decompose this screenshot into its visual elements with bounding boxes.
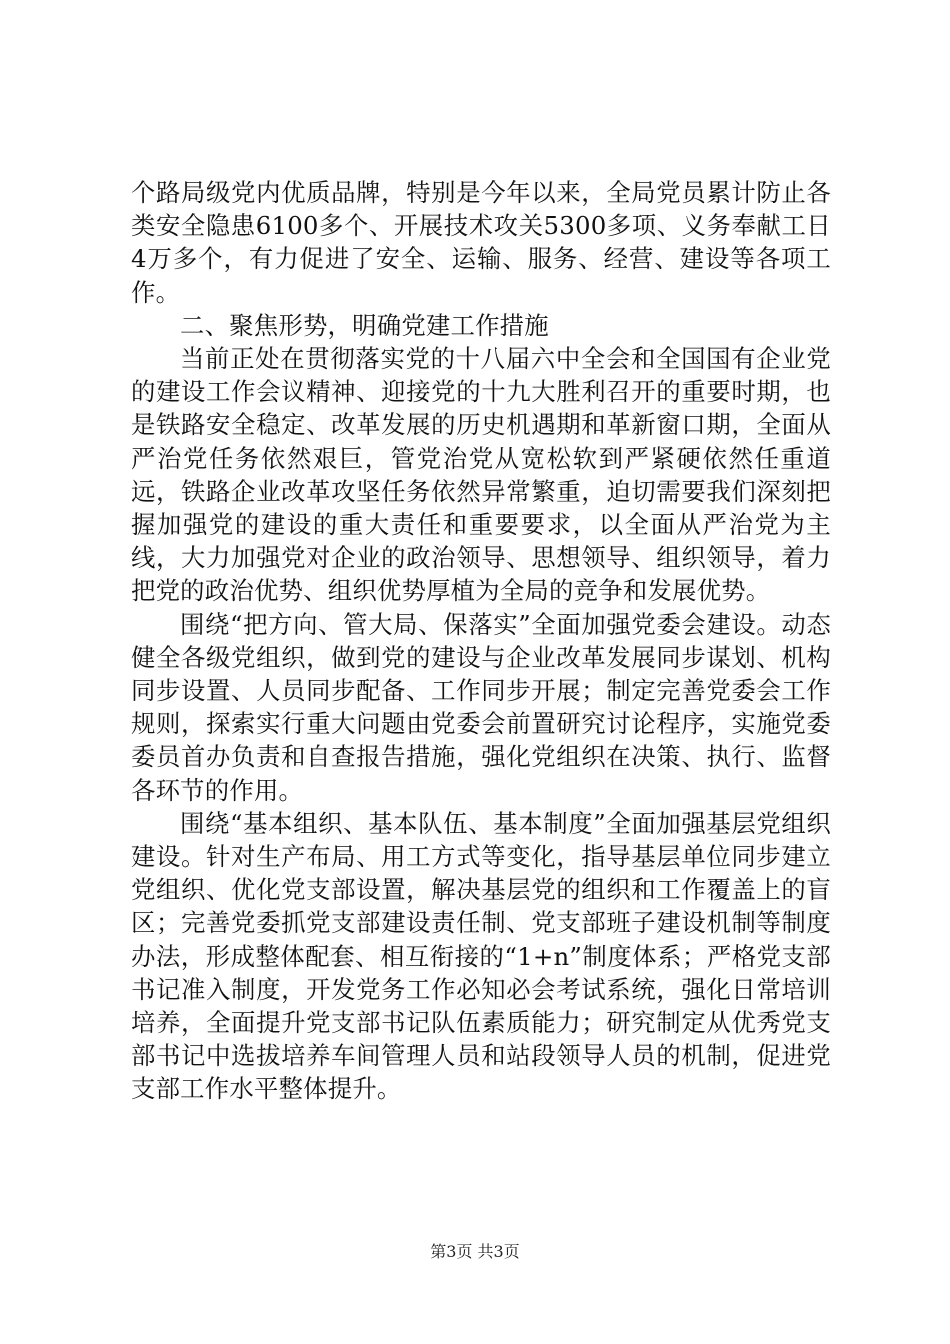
- paragraph-situation: 当前正处在贯彻落实党的十八届六中全会和全国国有企业党的建设工作会议精神、迎接党的十九大胜利召开的重要时期，也是铁路安全稳定、改革发展的历史机遇期和革新窗口期，全面从严治党任务依然艰巨，管党治党从宽松软到严紧硬依然任重道远，铁路企业改革攻坚任务依然异常繁重，迫切需要我们深刻把握加强党的建设的重大责任和重要要求，以全面从严治党为主线，大力加强党对企业的政治领导、思想领导、组织领导，着力把党的政治优势、组织优势厚植为全局的竞争和发展优势。: [131, 344, 831, 606]
- paragraph-grassroots: 围绕“基本组织、基本队伍、基本制度”全面加强基层党组织建设。针对生产布局、用工方式等变化，指导基层单位同步建立党组织、优化党支部设置，解决基层党的组织和工作覆盖上的盲区；完善党委抓党支部建设责任制、党支部班子建设机制等制度办法，形成整体配套、相互衔接的“1+n”制度体系；严格党支部书记准入制度，开发党务工作必知必会考试系统，强化日常培训培养，全面提升党支部书记队伍素质能力；研究制定从优秀党支部书记中选拔培养车间管理人员和站段领导人员的机制，促进党支部工作水平整体提升。: [131, 808, 831, 1104]
- paragraph-continuation: 个路局级党内优质品牌，特别是今年以来，全局党员累计防止各类安全隐患6100多个、开展技术攻关5300多项、义务奉献工日4万多个，有力促进了安全、运输、服务、经营、建设等各项工作。: [131, 178, 831, 307]
- document-body: [131, 176, 831, 1106]
- page-number-footer: 第3页 共3页: [430, 1242, 520, 1261]
- paragraph-party-committee: 围绕“把方向、管大局、保落实”全面加强党委会建设。动态健全各级党组织，做到党的建设与企业改革发展同步谋划、机构同步设置、人员同步配备、工作同步开展；制定完善党委会工作规则，探索实行重大问题由党委会前置研究讨论程序，实施党委委员首办负责和自查报告措施，强化党组织在决策、执行、监督各环节的作用。: [131, 609, 831, 805]
- section-heading: 二、聚焦形势，明确党建工作措施: [180, 310, 549, 340]
